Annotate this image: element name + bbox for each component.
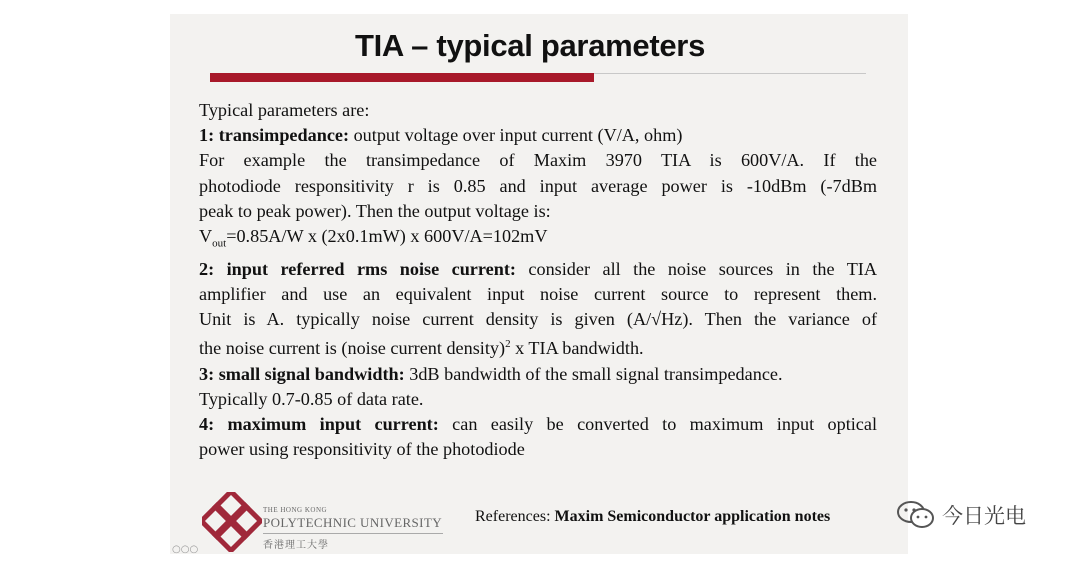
param-1-heading: 1: transimpedance: bbox=[199, 125, 350, 146]
param-1 bbox=[199, 123, 877, 148]
param-2-line-4-a: the noise current is (noise current density) bbox=[199, 338, 506, 359]
wechat-label: 今日光电 bbox=[942, 504, 1026, 528]
example-line-2: photodiode responsitivity r is 0.85 and input average power is -10dBm (-7dBm bbox=[199, 175, 877, 196]
slide bbox=[170, 14, 908, 554]
param-2-line-2: amplifier and use an equivalent input noise current source to represent them. bbox=[199, 284, 877, 305]
intro-line: Typical parameters are: bbox=[199, 100, 370, 120]
param-2-line-4 bbox=[199, 332, 877, 361]
param-4-heading: 4: maximum input current: bbox=[199, 414, 439, 435]
param-4-line-2: power using responsitivity of the photodiode bbox=[199, 439, 525, 460]
param-3 bbox=[199, 362, 877, 387]
references-value: Maxim Semiconductor application notes bbox=[554, 508, 831, 525]
slide-title: TIA – typical parameters bbox=[354, 28, 706, 63]
title-underline-red bbox=[210, 73, 594, 82]
wechat-watermark bbox=[896, 500, 1026, 530]
university-name-main: POLYTECHNIC UNIVERSITY bbox=[263, 515, 443, 530]
slide-nav-indicator: ○○○ bbox=[172, 544, 199, 555]
formula-rest: =0.85A/W x (2x0.1mW) x 600V/A=102mV bbox=[226, 226, 548, 247]
slide-body bbox=[199, 98, 877, 463]
example-line-3: peak to peak power). Then the output voltage is: bbox=[199, 200, 551, 221]
output-voltage-formula bbox=[199, 224, 877, 257]
title-underline-gray bbox=[594, 73, 866, 74]
param-2 bbox=[199, 257, 877, 282]
param-3-text: 3dB bandwidth of the small signal transimpedance. bbox=[404, 363, 783, 384]
example-line-1: For example the transimpedance of Maxim 3970 TIA is 600V/A. If the bbox=[199, 150, 877, 171]
university-name-top: THE HONG KONG bbox=[263, 506, 328, 514]
param-3-line-2: Typically 0.7-0.85 of data rate. bbox=[199, 388, 424, 409]
wechat-icon bbox=[896, 500, 936, 530]
param-2-line-3: Unit is A. typically noise current density is given (A/√Hz). Then the variance of bbox=[199, 309, 877, 330]
formula-v: V bbox=[199, 226, 213, 247]
param-4-text: can easily be converted to maximum input optical bbox=[438, 414, 878, 435]
param-3-heading: 3: small signal bandwidth: bbox=[199, 363, 405, 384]
university-divider bbox=[263, 533, 443, 534]
university-name-cn: 香港理工大學 bbox=[263, 540, 329, 551]
formula-sub: out bbox=[212, 237, 227, 250]
param-2-text: consider all the noise sources in the TIA bbox=[515, 258, 877, 279]
param-2-line-4-sup: 2 bbox=[505, 338, 511, 351]
university-logo-icon bbox=[202, 492, 262, 552]
param-2-heading: 2: input referred rms noise current: bbox=[199, 258, 516, 279]
university-name bbox=[263, 506, 443, 551]
param-1-text: output voltage over input current (V/A, ohm) bbox=[349, 125, 683, 146]
param-2-line-4-b: x TIA bandwidth. bbox=[510, 338, 644, 359]
param-4 bbox=[199, 412, 877, 437]
references bbox=[475, 508, 830, 526]
references-label: References: bbox=[475, 508, 555, 525]
